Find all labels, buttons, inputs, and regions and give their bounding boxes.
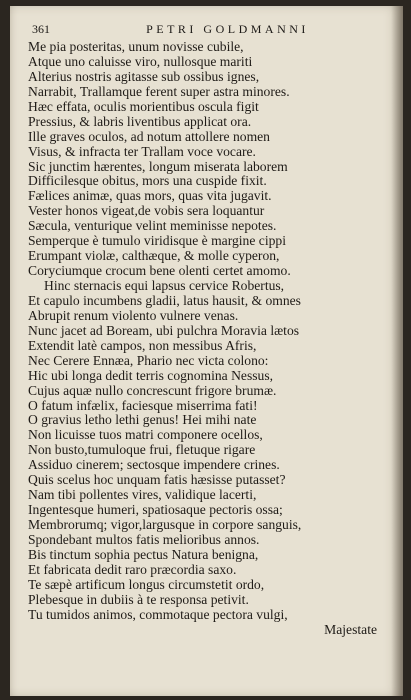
verse-line: Assiduo cinerem; sectosque impendere crines. [28,457,280,473]
verse-line: Hic ubi longa dedit terris cognomina Nessus, [28,367,274,383]
verse-line: Difficilesque obitus, mors una cuspide fixit. [28,173,267,189]
verse-line: Tu tumidos animos, commotaque pectora vulgi, [28,606,288,622]
verse-line: Coryciumque crocum bene olenti certet amomo. [28,263,291,279]
page-header [32,22,389,40]
verse-line: Fælices animæ, quas mors, quas vita jugavit. [28,188,272,204]
book-page [10,6,403,696]
verse-line: Et fabricata dedit raro præcordia saxo. [28,561,237,577]
verse-line: Quis scelus hoc unquam fatis hæsisse putasset? [28,472,286,488]
verse-line: Semperque è tumulo viridisque è margine cippi [28,233,286,249]
verse-line: O gravius letho lethi genus! Hei mihi nate [28,412,257,428]
verse-line: Plebesque in dubiis à te responsa petivit. [28,591,249,607]
catchword: Majestate [324,621,377,637]
running-head: PETRI GOLDMANNI [146,22,309,36]
verse-line: Abrupit renum violento vulnere venas. [28,307,239,323]
verse-line: Pressius, & labris liventibus applicat ora. [28,113,252,129]
verse-line: Vester honos vigeat,de vobis sera loquantur [28,203,265,219]
verse-line: Nec Cerere Ennæa, Phario nec victa colono: [28,352,269,368]
verse-line: Spondebant multos fatis melioribus annos. [28,531,260,547]
verse-line: Sic junctim hærentes, longum miserata laborem [28,158,288,174]
verse-line: Sæcula, venturique velint meminisse nepotes. [28,218,277,234]
verse-line: Bis tinctum sophia pectus Natura benigna, [28,546,259,562]
verse-line: Erumpant violæ, calthæque, & molle cyperon, [28,248,280,264]
verse-line: Et capulo incumbens gladii, latus hausit, & omnes [28,292,301,308]
verse-line: Te sæpè artificum longus circumstetit ordo, [28,576,265,592]
page-number: 361 [32,22,50,36]
verse-line: Membrorumq; vigor,largusque in corpore sanguis, [28,517,302,532]
verse-line: O fatum infælix, faciesque miserrima fati! [28,397,258,413]
verse-line: Nam tibi pollentes vires, validique lacerti, [28,487,257,503]
verse-line: Non busto,tumuloque frui, fletuque rigare [28,442,256,458]
verse-line: Visus, & infracta ter Trallam voce vocare. [28,143,256,159]
verse-line: Non licuisse tuos matri componere ocellos, [28,427,263,443]
verse-line: Extendit latè campos, non messibus Afris, [28,337,257,353]
verse-line: Nunc jacet ad Boream, ubi pulchra Moravia lætos [28,322,300,338]
verse-line: Cujus aquæ nullo concrescunt frigore brumæ. [28,382,277,398]
verse-line: Me pia posteritas, unum novisse cubile, [28,39,244,54]
verse-line: Ille graves oculos, ad notum attollere nomen [28,128,270,144]
verse-line: Hæc effata, oculis morientibus oscula figit [28,98,259,114]
verse-line: Ingentesque humeri, spatiosaque pectoris ossa; [28,502,283,518]
verse-line: Narrabit, Trallamque ferent super astra minores. [28,83,290,99]
verse-line: Alterius nostris agitasse sub ossibus ignes, [28,68,260,84]
verse-line: Atque uno caluisse viro, nullosque mariti [28,53,253,69]
poem-text [28,40,393,638]
verse-line-indented: Hinc sternacis equi lapsus cervice Robertus, [44,278,285,293]
